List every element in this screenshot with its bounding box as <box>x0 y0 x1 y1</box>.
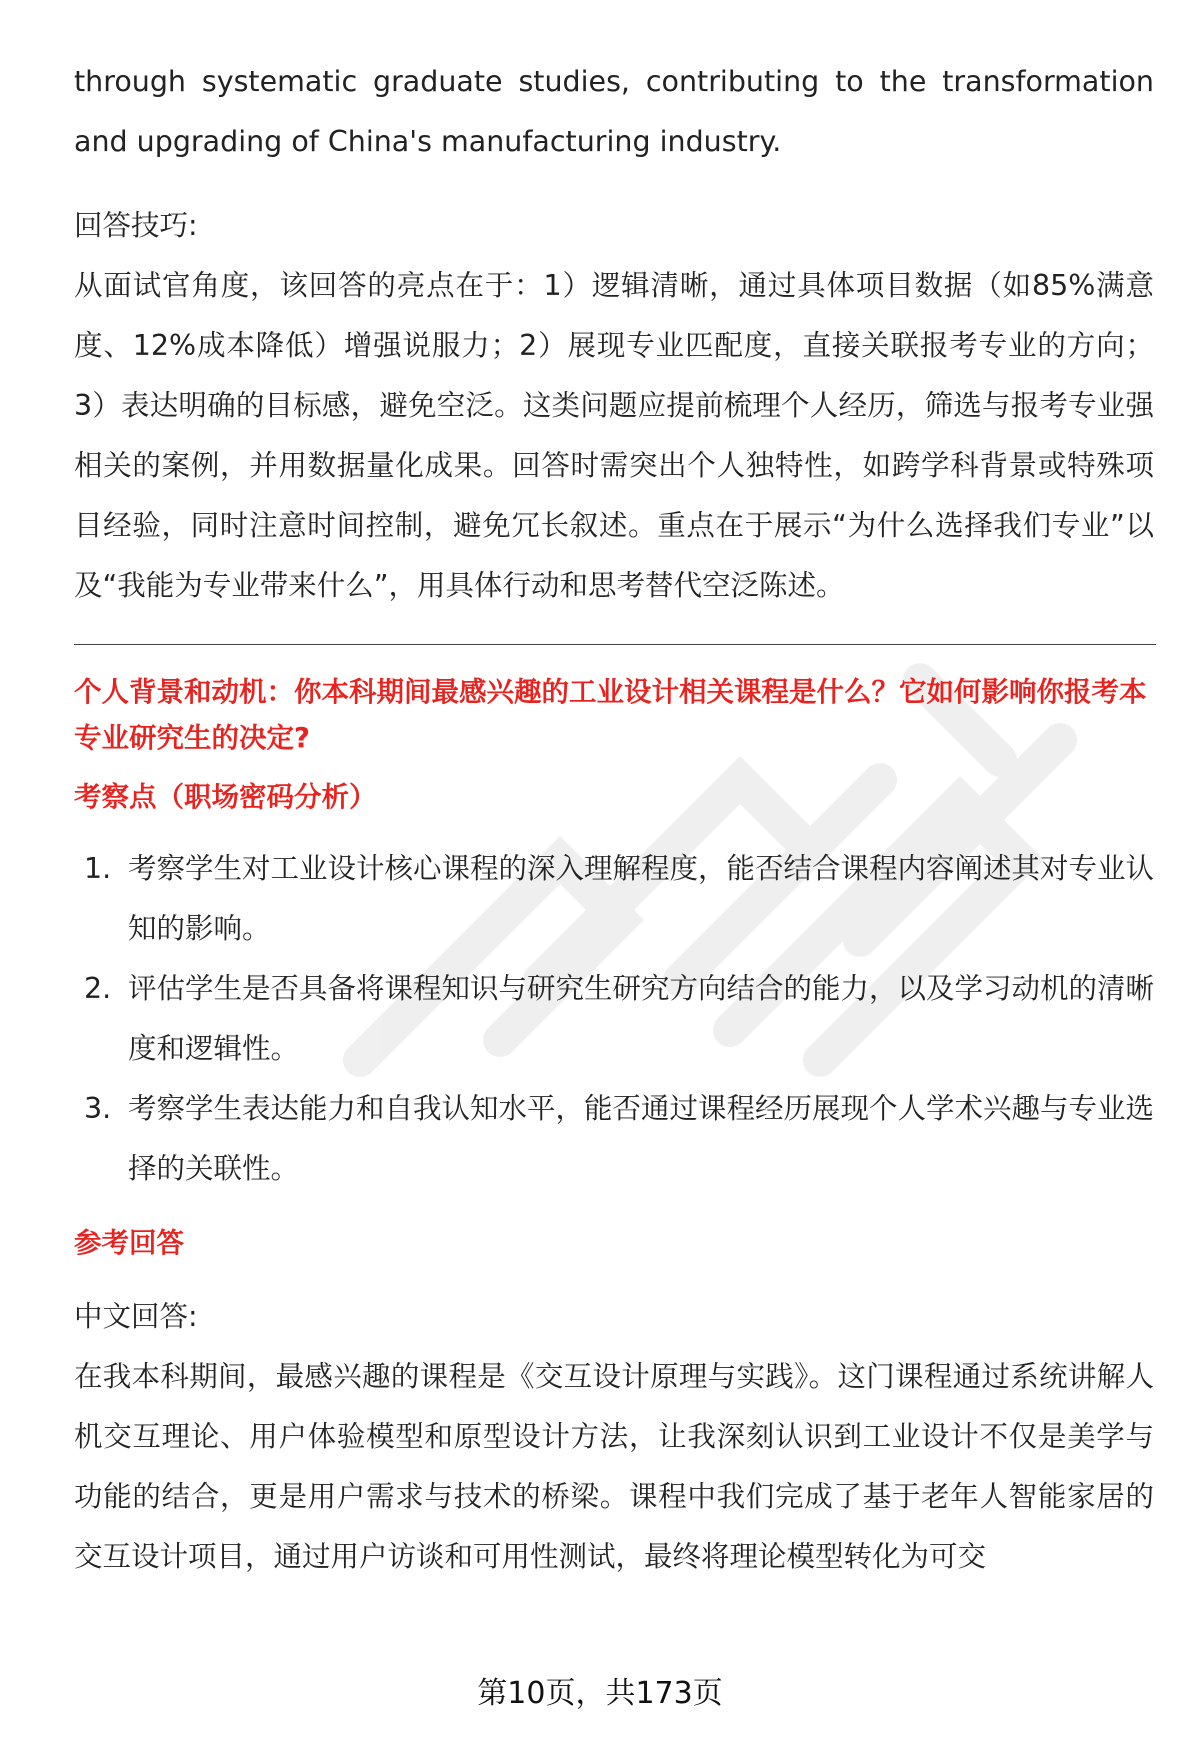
tips-body: 从面试官角度，该回答的亮点在于：1）逻辑清晰，通过具体项目数据（如85%满意度、12%成本降低）增强说服力；2）展现专业匹配度，直接关联报考专业的方向；3）表达明确的目标感，避免空泛。这类问题应提前梳理个人经历，筛选与报考专业强相关的案例，并用数据量化成果。回答时需突出个人独特性，如跨学科背景或特殊项目经验，同时注意时间控制，避免冗长叙述。重点在于展示“为什么选择我们专业”以及“我能为专业带来什么”，用具体行动和思考替代空泛陈述。 <box>74 269 1154 602</box>
tips-label: 回答技巧: <box>74 209 198 242</box>
chinese-answer-label: 中文回答: <box>74 1300 198 1333</box>
list-item <box>74 959 1154 1079</box>
question-title: 个人背景和动机：你本科期间最感兴趣的工业设计相关课程是什么？它如何影响你报考本专业研究生的决定? <box>74 676 1147 754</box>
list-item-text: 评估学生是否具备将课程知识与研究生研究方向结合的能力，以及学习动机的清晰度和逻辑性。 <box>128 972 1155 1065</box>
list-item-text: 考察学生对工业设计核心课程的深入理解程度，能否结合课程内容阐述其对专业认知的影响。 <box>128 852 1155 945</box>
chinese-answer-body: 在我本科期间，最感兴趣的课程是《交互设计原理与实践》。这门课程通过系统讲解人机交互理论、用户体验模型和原型设计方法，让我深刻认识到工业设计不仅是美学与功能的结合，更是用户需求与技术的桥梁。课程中我们完成了基于老年人智能家居的交互设计项目，通过用户访谈和可用性测试，最终将理论模型转化为可交 <box>74 1360 1154 1573</box>
list-item-number: 1. <box>84 852 112 885</box>
list-item-text: 考察学生表达能力和自我认知水平，能否通过课程经历展现个人学术兴趣与专业选择的关联性。 <box>128 1092 1155 1185</box>
reference-answer-heading: 参考回答 <box>74 1227 184 1259</box>
page-number: 第10页，共173页 <box>477 1676 723 1711</box>
assessment-heading: 考察点（职场密码分析） <box>74 781 377 813</box>
list-item-number: 2. <box>84 972 112 1005</box>
list-item-number: 3. <box>84 1092 112 1125</box>
assessment-list <box>74 839 1154 1199</box>
list-item <box>74 1079 1154 1199</box>
continued-english-text: through systematic graduate studies, contributing to the transformation and upgrading of China's manufacturing industry. <box>74 65 1154 158</box>
page-content <box>74 52 1154 1587</box>
list-item <box>74 839 1154 959</box>
